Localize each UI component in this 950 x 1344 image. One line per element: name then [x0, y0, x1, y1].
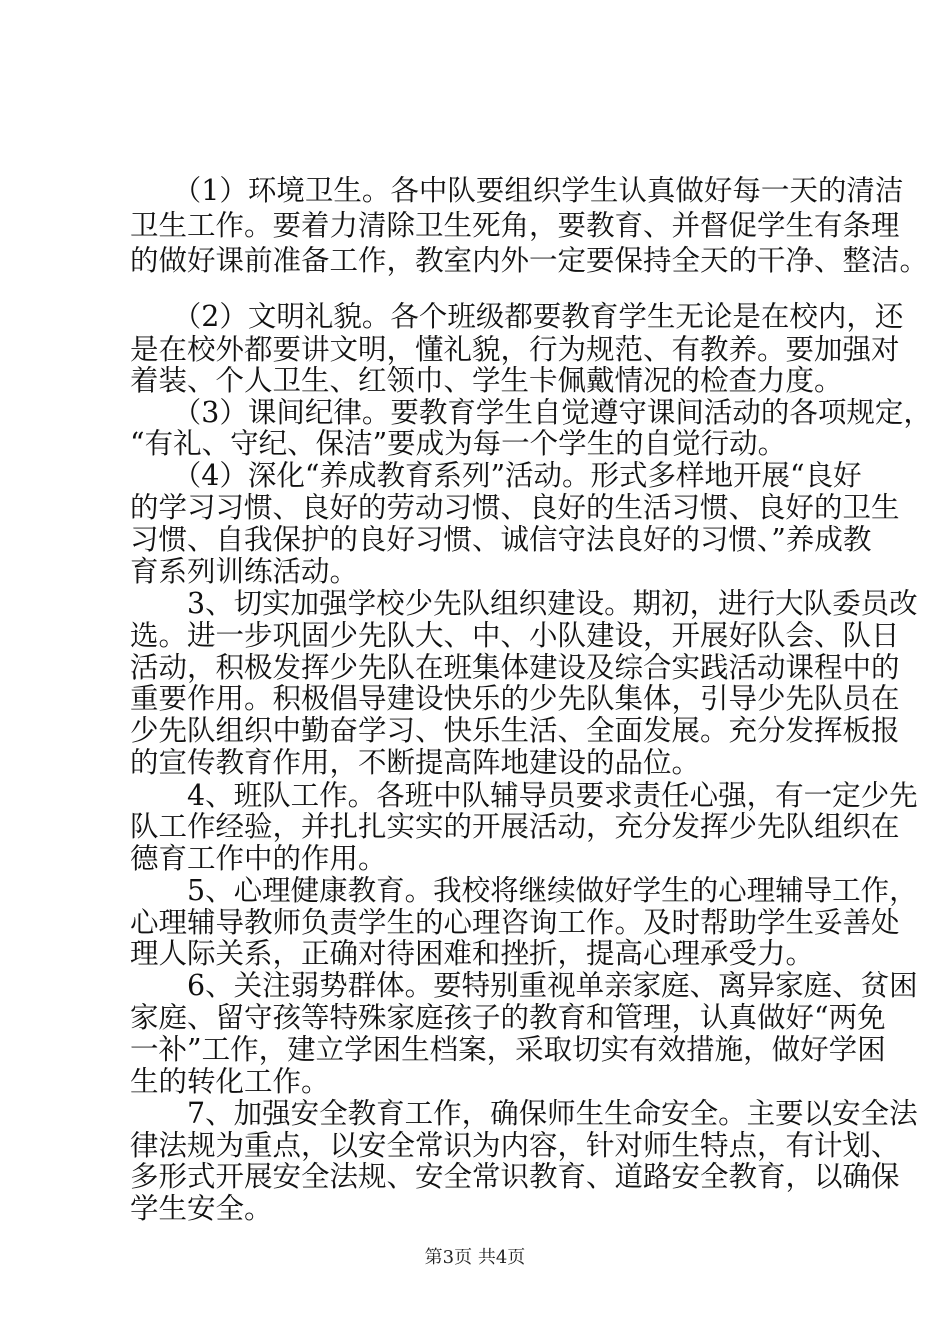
text-line: 多形式开展安全法规、安全常识教育、道路安全教育，以确保 — [130, 1160, 900, 1193]
text-line: （1）环境卫生。各中队要组织学生认真做好每一天的清洁 — [130, 174, 904, 207]
text-line: （2）文明礼貌。各个班级都要教育学生无论是在校内，还 — [130, 300, 904, 333]
text-line: 的学习习惯、良好的劳动习惯、良好的生活习惯、良好的卫生 — [130, 491, 900, 524]
text-line: 学生安全。 — [130, 1192, 273, 1225]
page-footer: 第3页 共4页 — [424, 1247, 526, 1268]
text-line: 生的转化工作。 — [130, 1065, 330, 1098]
text-line: 着装、个人卫生、红领巾、学生卡佩戴情况的检查力度。 — [130, 364, 843, 397]
text-line: 是在校外都要讲文明，懂礼貌，行为规范、有教养。要加强对 — [130, 333, 900, 366]
text-line: 一补”工作，建立学困生档案，采取切实有效措施，做好学困 — [130, 1033, 886, 1066]
text-line: 习惯、自我保护的良好习惯、诚信守法良好的习惯、”养成教 — [130, 523, 872, 556]
text-line: 卫生工作。要着力清除卫生死角，要教育、并督促学生有条理 — [130, 209, 900, 242]
text-line: “有礼、守纪、保洁”要成为每一个学生的自觉行动。 — [130, 427, 787, 460]
text-line: 的宣传教育作用，不断提高阵地建设的品位。 — [130, 746, 701, 779]
text-line: 6、关注弱势群体。要特别重视单亲家庭、离异家庭、贫困 — [130, 969, 918, 1002]
text-line: 4、班队工作。各班中队辅导员要求责任心强，有一定少先 — [130, 779, 918, 812]
text-line: （4）深化“养成教育系列”活动。形式多样地开展“良好 — [130, 459, 862, 492]
text-line: 7、加强安全教育工作，确保师生生命安全。主要以安全法 — [130, 1097, 918, 1130]
text-line: 育系列训练活动。 — [130, 555, 359, 588]
text-line: 心理辅导教师负责学生的心理咨询工作。及时帮助学生妥善处 — [130, 906, 900, 939]
text-line: 重要作用。积极倡导建设快乐的少先队集体，引导少先队员在 — [130, 682, 900, 715]
text-line: 家庭、留守孩等特殊家庭孩子的教育和管理，认真做好“两免 — [130, 1001, 886, 1034]
text-line: 活动，积极发挥少先队在班集体建设及综合实践活动课程中的 — [130, 651, 900, 684]
text-line: 队工作经验，并扎扎实实的开展活动，充分发挥少先队组织在 — [130, 810, 900, 843]
text-line: 5、心理健康教育。我校将继续做好学生的心理辅导工作， — [130, 874, 918, 907]
text-line: （3）课间纪律。要教育学生自觉遵守课间活动的各项规定， — [130, 396, 932, 429]
text-line: 理人际关系，正确对待困难和挫折，提高心理承受力。 — [130, 937, 815, 970]
text-line: 3、切实加强学校少先队组织建设。期初，进行大队委员改 — [130, 587, 918, 620]
text-line: 选。进一步巩固少先队大、中、小队建设，开展好队会、队日 — [130, 619, 900, 652]
text-line: 律法规为重点，以安全常识为内容，针对师生特点，有计划、 — [130, 1129, 900, 1162]
text-line: 的做好课前准备工作，教室内外一定要保持全天的干净、整洁。 — [130, 244, 929, 277]
text-line: 德育工作中的作用。 — [130, 842, 387, 875]
text-line: 少先队组织中勤奋学习、快乐生活、全面发展。充分发挥板报 — [130, 714, 900, 747]
